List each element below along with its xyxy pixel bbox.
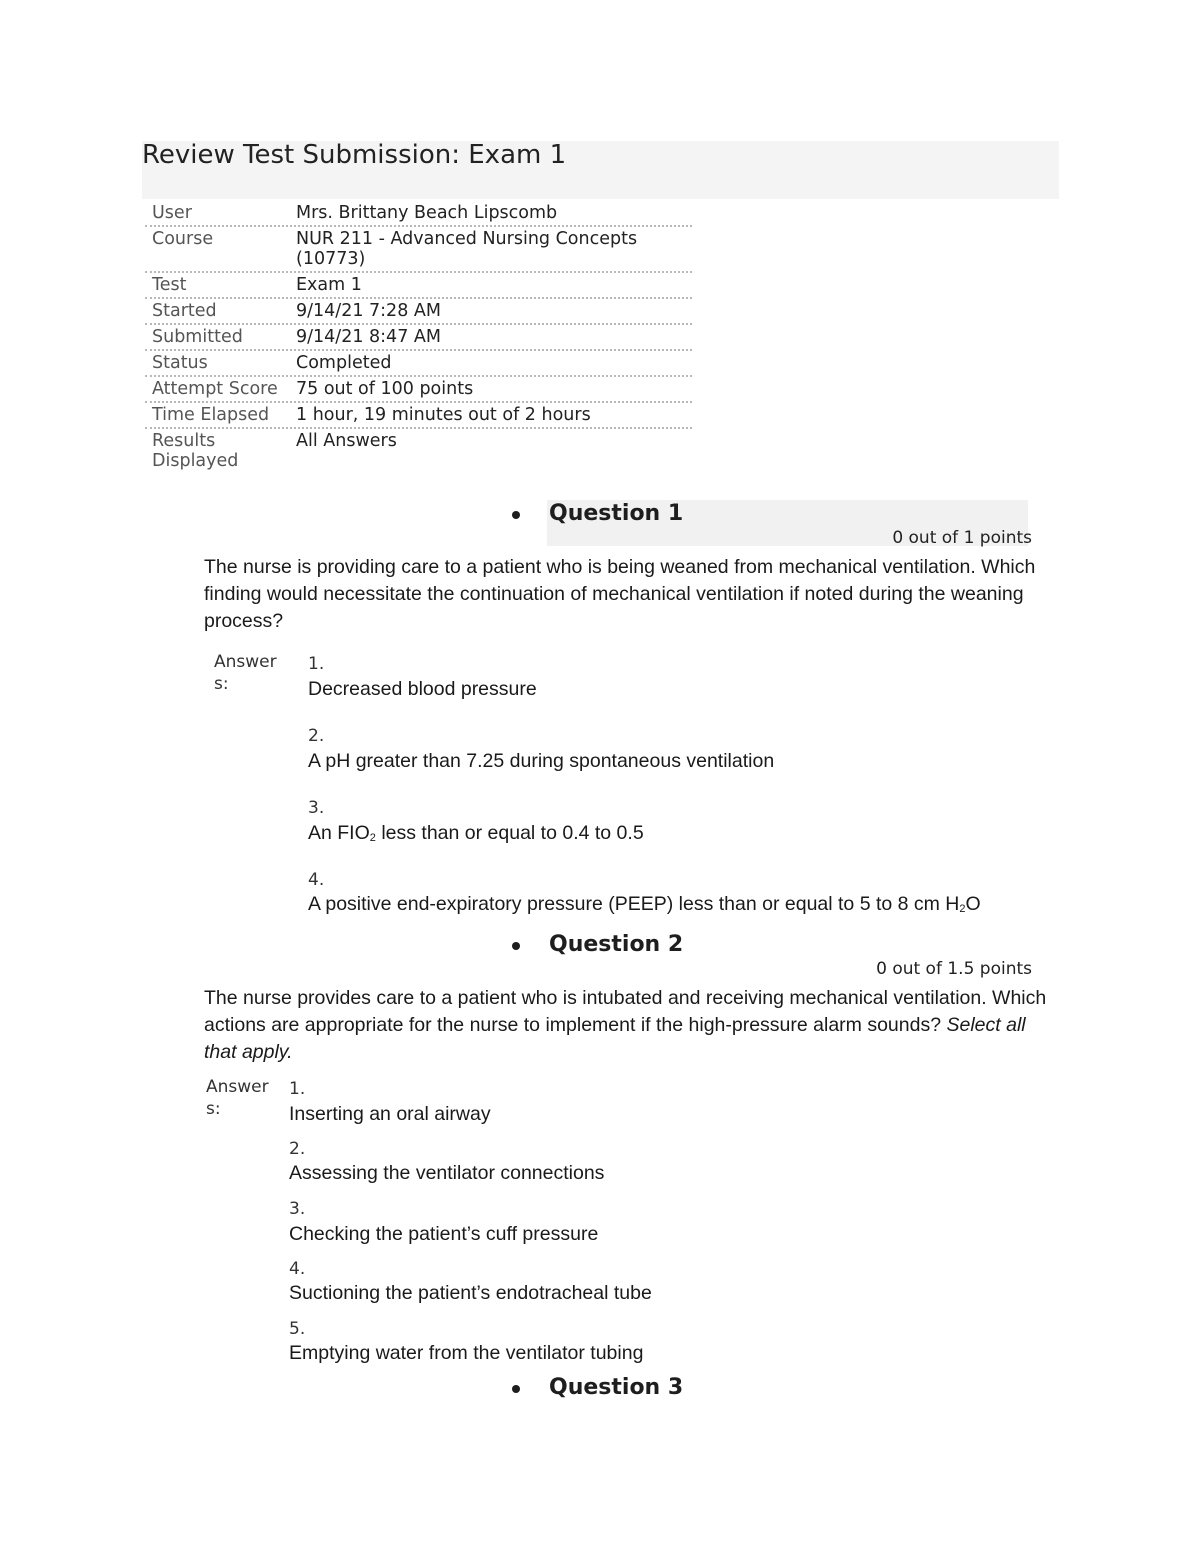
answer-option-text: Inserting an oral airway — [289, 1103, 491, 1125]
answer-option-number: 2. — [308, 726, 325, 746]
answer-option-text: Decreased blood pressure — [308, 678, 537, 700]
question-2-heading: Question 2 — [549, 932, 684, 957]
answer-option-text: Emptying water from the ventilator tubing — [289, 1342, 644, 1364]
question-2-answers-label: Answers: — [206, 1077, 269, 1119]
question-1-text: The nurse is providing care to a patient who is being weaned from mechanical ventilation. Which finding would necessitate the continuation of mechanical ventilation if noted during the weaning process? — [204, 556, 1036, 632]
answer-text-part: O — [965, 893, 981, 915]
answer-option-number: 3. — [308, 798, 325, 818]
subscript: 2 — [959, 903, 966, 915]
answer-option-text — [308, 893, 981, 916]
bullet-icon — [512, 511, 520, 519]
question-2-instruction: Select all that apply. — [204, 1014, 1026, 1063]
question-1-answers-label: Answers: — [214, 652, 277, 694]
bullet-icon — [512, 942, 520, 950]
answer-option-number: 4. — [308, 870, 325, 890]
info-label: Course — [152, 229, 214, 249]
info-label: Started — [152, 301, 217, 321]
info-row-attempt-score — [145, 377, 692, 403]
info-value: Mrs. Brittany Beach Lipscomb — [296, 203, 558, 223]
answer-option-number: 1. — [289, 1079, 306, 1099]
info-label: Results Displayed — [152, 431, 239, 471]
submission-info-table — [145, 201, 692, 473]
info-row-time-elapsed — [145, 403, 692, 429]
answer-option-number: 2. — [289, 1139, 306, 1159]
answer-option-text: Assessing the ventilator connections — [289, 1162, 605, 1184]
subscript: 2 — [369, 832, 376, 844]
answer-text-part: An FIO — [308, 822, 370, 844]
question-2-points: 0 out of 1.5 points — [876, 959, 1032, 979]
info-label: Submitted — [152, 327, 243, 347]
info-value: All Answers — [296, 431, 397, 451]
question-1-points: 0 out of 1 points — [892, 528, 1032, 548]
question-2-text — [204, 985, 1054, 1066]
answer-text-part: less than or equal to 0.4 to 0.5 — [375, 822, 644, 844]
question-3-heading: Question 3 — [549, 1375, 684, 1400]
answer-option-text: Suctioning the patient’s endotracheal tube — [289, 1282, 652, 1304]
info-row-user — [145, 201, 692, 227]
info-row-course — [145, 227, 692, 273]
answer-text-part: A positive end-expiratory pressure (PEEP) less than or equal to 5 to 8 cm H — [308, 893, 960, 915]
answer-option-number: 4. — [289, 1259, 306, 1279]
info-value: 9/14/21 7:28 AM — [296, 301, 441, 321]
info-row-submitted — [145, 325, 692, 351]
info-value: Exam 1 — [296, 275, 362, 295]
info-label: Time Elapsed — [152, 405, 270, 425]
answer-option-text: A pH greater than 7.25 during spontaneous ventilation — [308, 750, 775, 772]
question-2-text-main: The nurse provides care to a patient who is intubated and receiving mechanical ventilation. Which actions are appropriate for the nurse to implement if the high-pressure alarm sounds? — [204, 987, 1047, 1036]
page-title: Review Test Submission: Exam 1 — [142, 140, 567, 170]
info-row-test — [145, 273, 692, 299]
info-value: 1 hour, 19 minutes out of 2 hours — [296, 405, 591, 425]
info-label: Attempt Score — [152, 379, 278, 399]
info-value: 9/14/21 8:47 AM — [296, 327, 441, 347]
info-row-results-displayed — [145, 429, 692, 473]
answer-option-text — [308, 822, 644, 845]
info-row-started — [145, 299, 692, 325]
answer-option-number: 3. — [289, 1199, 306, 1219]
info-label: Test — [152, 275, 187, 295]
info-row-status — [145, 351, 692, 377]
bullet-icon — [512, 1385, 520, 1393]
answer-option-number: 5. — [289, 1319, 306, 1339]
answer-option-number: 1. — [308, 654, 325, 674]
answer-option-text: Checking the patient’s cuff pressure — [289, 1223, 599, 1245]
info-value: 75 out of 100 points — [296, 379, 474, 399]
info-value: Completed — [296, 353, 392, 373]
info-label: Status — [152, 353, 208, 373]
question-1-heading: Question 1 — [549, 501, 684, 526]
info-label: User — [152, 203, 192, 223]
info-value: NUR 211 - Advanced Nursing Concepts (10773) — [296, 229, 638, 269]
